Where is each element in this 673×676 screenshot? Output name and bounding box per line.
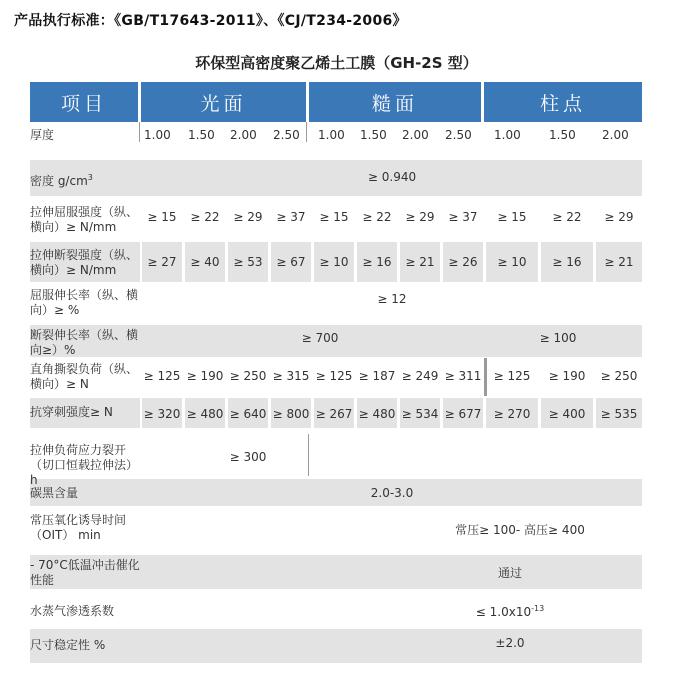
divider	[139, 122, 140, 142]
break-elongation-textured: ≥ 100	[539, 331, 577, 345]
row-label-density: 密度 $g/cm^3$	[30, 173, 93, 188]
yield-strength-value: ≥ 37	[448, 210, 478, 224]
yield-strength-value: ≥ 22	[362, 210, 392, 224]
table-title: 环保型高密度聚乙烯土工膜（GH-2S 型）	[195, 54, 478, 72]
row-label-dimension: 尺寸稳定性 %	[30, 638, 106, 652]
row-label-break-elongation: 断裂伸长率（纵、横向≥）%	[30, 328, 139, 357]
puncture-value: ≥ 480	[358, 407, 396, 421]
tear-load-value: ≥ 125	[315, 369, 353, 383]
row-label-yield-elongation: 屈服伸长率（纵、横向）≥ %	[30, 288, 139, 317]
header-smooth: 光面	[141, 82, 306, 122]
thickness-value: 2.50	[273, 128, 300, 142]
puncture-value: ≥ 535	[600, 407, 638, 421]
break-strength-value: ≥ 53	[233, 255, 263, 269]
break-strength-value: ≥ 67	[276, 255, 306, 269]
carbon-value: 2.0-3.0	[370, 486, 414, 500]
yield-strength-value: ≥ 29	[604, 210, 634, 224]
thickness-value: 1.00	[318, 128, 345, 142]
break-strength-value: ≥ 10	[319, 255, 349, 269]
puncture-value: ≥ 800	[272, 407, 310, 421]
row-label-carbon: 碳黑含量	[30, 486, 79, 500]
header-rough: 糙面	[309, 82, 481, 122]
row-label-vapor: 水蒸气渗透系数	[30, 604, 115, 618]
standard-text: 产品执行标准：《GB/T17643-2011》、《CJ/T234-2006》	[14, 13, 407, 29]
yield-strength-value: ≥ 15	[147, 210, 177, 224]
puncture-value: ≥ 400	[548, 407, 586, 421]
yield-strength-value: ≥ 22	[190, 210, 220, 224]
break-strength-value: ≥ 40	[190, 255, 220, 269]
tear-load-value: ≥ 190	[548, 369, 586, 383]
header-dotted: 柱点	[484, 82, 642, 122]
tear-load-value: ≥ 187	[358, 369, 396, 383]
yield-strength-value: ≥ 15	[497, 210, 527, 224]
stress-crack-value: ≥ 300	[229, 450, 267, 464]
break-strength-value: ≥ 21	[604, 255, 634, 269]
row-label-impact: - 70°C低温冲击催化性能	[30, 558, 140, 587]
yield-strength-value: ≥ 15	[319, 210, 349, 224]
row-label-yield-strength: 拉伸屈服强度（纵、横向）≥ N/mm	[30, 205, 139, 234]
puncture-value: ≥ 640	[229, 407, 267, 421]
puncture-value: ≥ 677	[444, 407, 482, 421]
tear-load-value: ≥ 250	[229, 369, 267, 383]
thickness-value: 2.50	[445, 128, 472, 142]
impact-value: 通过	[497, 566, 522, 580]
yield-strength-value: ≥ 29	[405, 210, 435, 224]
thickness-value: 1.50	[549, 128, 576, 142]
puncture-value: ≥ 270	[493, 407, 531, 421]
thickness-value: 1.00	[494, 128, 521, 142]
tear-load-value: ≥ 190	[186, 369, 224, 383]
yield-strength-value: ≥ 29	[233, 210, 263, 224]
row-label-thickness: 厚度	[30, 128, 55, 142]
thickness-value: 1.50	[188, 128, 215, 142]
header-item: 项目	[30, 82, 138, 122]
break-elongation-smooth: ≥ 700	[301, 331, 339, 345]
break-strength-value: ≥ 21	[405, 255, 435, 269]
divider	[484, 358, 487, 396]
row-label-oit: 常压氧化诱导时间（OIT） min	[30, 513, 127, 542]
row-label-puncture: 抗穿刺强度≥ N	[30, 405, 113, 419]
tear-load-value: ≥ 125	[493, 369, 531, 383]
tear-load-value: ≥ 249	[401, 369, 439, 383]
thickness-value: 2.00	[230, 128, 257, 142]
puncture-value: ≥ 534	[401, 407, 439, 421]
break-strength-value: ≥ 10	[497, 255, 527, 269]
vapor-value: ≤ $1.0x10^{-13}$	[475, 604, 545, 619]
tear-load-value: ≥ 311	[444, 369, 482, 383]
puncture-value: ≥ 480	[186, 407, 224, 421]
yield-strength-value: ≥ 37	[276, 210, 306, 224]
yield-strength-value: ≥ 22	[552, 210, 582, 224]
tear-load-value: ≥ 250	[600, 369, 638, 383]
tear-load-value: ≥ 125	[143, 369, 181, 383]
thickness-value: 1.00	[144, 128, 171, 142]
row-label-stress-crack: 拉伸负荷应力裂开（切口恒载拉伸法）h	[30, 443, 139, 487]
thickness-value: 2.00	[602, 128, 629, 142]
thickness-value: 1.50	[360, 128, 387, 142]
row-label-tear-load: 直角撕裂负荷（纵、横向）≥ N	[30, 362, 139, 391]
divider	[308, 434, 309, 476]
puncture-value: ≥ 320	[143, 407, 181, 421]
tear-load-value: ≥ 315	[272, 369, 310, 383]
break-strength-value: ≥ 26	[448, 255, 478, 269]
row-label-break-strength: 拉伸断裂强度（纵、横向）≥ N/mm	[30, 248, 139, 277]
dimension-value: ±2.0	[495, 636, 525, 650]
break-strength-value: ≥ 27	[147, 255, 177, 269]
puncture-value: ≥ 267	[315, 407, 353, 421]
yield-elongation-value: ≥ 12	[377, 292, 407, 306]
break-strength-value: ≥ 16	[362, 255, 392, 269]
thickness-value: 2.00	[402, 128, 429, 142]
divider	[306, 122, 307, 142]
break-strength-value: ≥ 16	[552, 255, 582, 269]
oit-value: 常压≥ 100- 高压≥ 400	[455, 523, 585, 537]
density-value: ≥ 0.940	[367, 170, 417, 184]
